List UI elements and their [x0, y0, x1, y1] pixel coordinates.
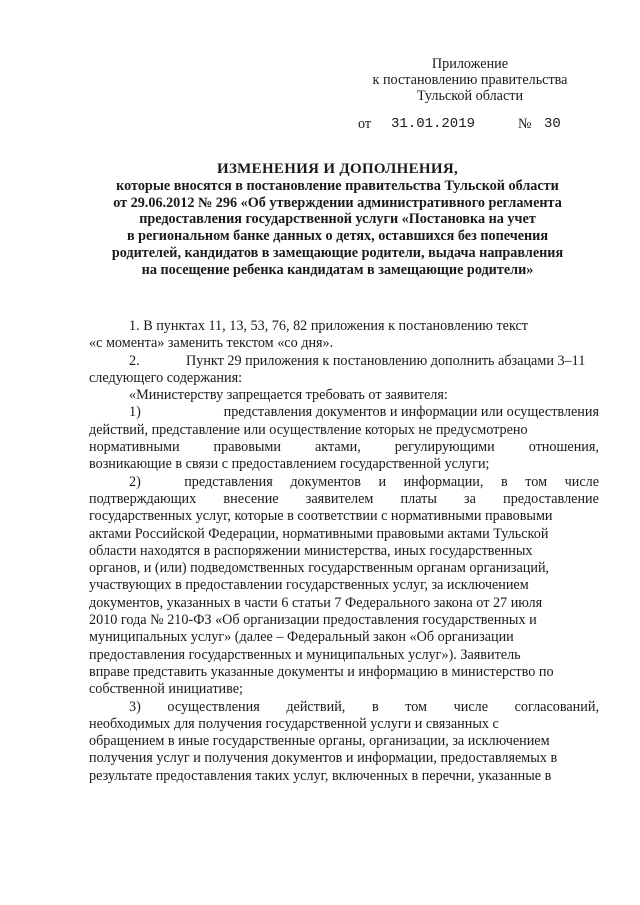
- body-text: собственной инициативе;: [89, 681, 243, 698]
- body-line: [89, 560, 599, 577]
- body-text: представления документов и информации, в том числе: [184, 473, 599, 490]
- body-line: [89, 335, 599, 352]
- body-line: [89, 439, 599, 456]
- body-text: представления документов и информации или осуществления: [223, 404, 599, 421]
- body-line: [89, 750, 599, 767]
- body-line: [89, 768, 599, 785]
- body-text: возникающие в связи с предоставлением государственной услуги;: [89, 456, 490, 473]
- body-line: [89, 422, 599, 439]
- body-text: получения услуг и получения документов и информации, предоставляемых в: [89, 750, 558, 767]
- item-number: 2): [129, 473, 141, 490]
- body-text: муниципальных услуг» (далее – Федеральный закон «Об организации: [89, 629, 514, 646]
- body-text: 1. В пунктах 11, 13, 53, 76, 82 приложения к постановлению текст: [129, 318, 528, 334]
- body-word: осуществления: [167, 698, 260, 715]
- body-line: [89, 353, 599, 370]
- body-line: [89, 699, 599, 716]
- body-line: [89, 716, 599, 733]
- body-line: [89, 318, 599, 335]
- body-line: [89, 543, 599, 560]
- body-line: [89, 491, 599, 508]
- body-word: согласований,: [514, 698, 599, 715]
- body-line: [89, 733, 599, 750]
- body-word: актами,: [314, 439, 361, 456]
- body-text: области находятся в распоряжении министерства, иных государственных: [89, 542, 533, 559]
- body-line: [89, 681, 599, 698]
- item-number: 3): [129, 698, 141, 715]
- title-line: на посещение ребенка кандидатам в замещающие родители»: [141, 261, 534, 278]
- body-line: [89, 595, 599, 612]
- body-line: [89, 456, 599, 473]
- body-word: нормативными: [89, 439, 180, 456]
- body-text: документов, указанных в части 6 статьи 7 Федерального закона от 27 июля: [89, 594, 543, 611]
- appendix-line-2: к постановлению правительства: [372, 72, 568, 88]
- body-word: заявителем: [305, 490, 374, 507]
- item-number: 2.: [129, 352, 140, 369]
- title-main: ИЗМЕНЕНИЯ И ДОПОЛНЕНИЯ,: [217, 161, 458, 177]
- body-text: 2010 года № 210-ФЗ «Об организации предоставления государственных и: [89, 612, 537, 629]
- title-line: от 29.06.2012 № 296 «Об утверждении административного регламента: [113, 194, 562, 211]
- document-body: [89, 318, 599, 785]
- body-word: правовыми: [213, 439, 281, 456]
- body-text: результате предоставления таких услуг, включенных в перечни, указанные в: [89, 767, 552, 784]
- date-prefix: от: [358, 116, 372, 132]
- body-text: необходимых для получения государственной услуги и связанных с: [89, 715, 499, 732]
- body-word: числе: [453, 698, 489, 715]
- body-word: регулирующими: [394, 439, 495, 456]
- body-text: предоставления государственных и муниципальных услуг»). Заявитель: [89, 646, 521, 663]
- body-line: [89, 404, 599, 421]
- body-text: органов, и (или) подведомственных государственным органам организаций,: [89, 560, 550, 577]
- title-line: в региональном банке данных о детях, оставшихся без попечения: [126, 228, 549, 245]
- body-text: «с момента» заменить текстом «со дня».: [89, 335, 334, 352]
- appendix-line-1: Приложение: [431, 56, 509, 72]
- title-line: предоставления государственной услуги «Постановка на учет: [139, 211, 536, 228]
- body-line: [89, 577, 599, 594]
- body-text: актами Российской Федерации, нормативными правовыми актами Тульской: [89, 525, 549, 542]
- resolution-number: 30: [544, 116, 561, 132]
- body-line: [89, 508, 599, 525]
- body-line: [89, 387, 599, 404]
- body-text: участвующих в предоставлении государственных услуг, за исключением: [89, 577, 529, 594]
- body-text: следующего содержания:: [89, 369, 243, 386]
- resolution-date: 31.01.2019: [391, 116, 476, 132]
- body-word: действий,: [286, 698, 346, 715]
- body-text: действий, представление или осуществление которых не предусмотрено: [89, 421, 528, 438]
- body-line: [89, 526, 599, 543]
- body-text: Пункт 29 приложения к постановлению дополнить абзацами 3–11: [186, 352, 586, 369]
- body-word: в: [371, 698, 379, 715]
- body-line: [89, 664, 599, 681]
- body-word: за: [464, 490, 476, 507]
- title-line: родителей, кандидатов в замещающие родители, выдача направления: [111, 244, 564, 261]
- body-line: [89, 647, 599, 664]
- appendix-line-3: Тульской области: [416, 88, 524, 104]
- body-text: вправе представить указанные документы и информацию в министерство по: [89, 663, 554, 680]
- body-line: [89, 474, 599, 491]
- title-line: которые вносятся в постановление правительства Тульской области: [116, 177, 559, 194]
- body-word: предоставление: [503, 490, 599, 507]
- body-word: платы: [400, 490, 437, 507]
- appendix-header: [340, 56, 600, 104]
- body-line: [89, 370, 599, 387]
- body-line: [89, 629, 599, 646]
- body-line: [89, 612, 599, 629]
- body-word: внесение: [223, 490, 279, 507]
- document-title: [85, 161, 590, 279]
- item-number: 1): [129, 404, 141, 421]
- body-text: государственных услуг, которые в соответствии с нормативными правовыми: [89, 508, 553, 525]
- body-word: отношения,: [528, 439, 599, 456]
- body-text: обращением в иные государственные органы, организации, за исключением: [89, 733, 550, 750]
- number-sign: №: [518, 116, 532, 132]
- body-text: «Министерству запрещается требовать от заявителя:: [129, 387, 448, 404]
- body-word: том: [405, 698, 428, 715]
- body-word: подтверждающих: [89, 490, 197, 507]
